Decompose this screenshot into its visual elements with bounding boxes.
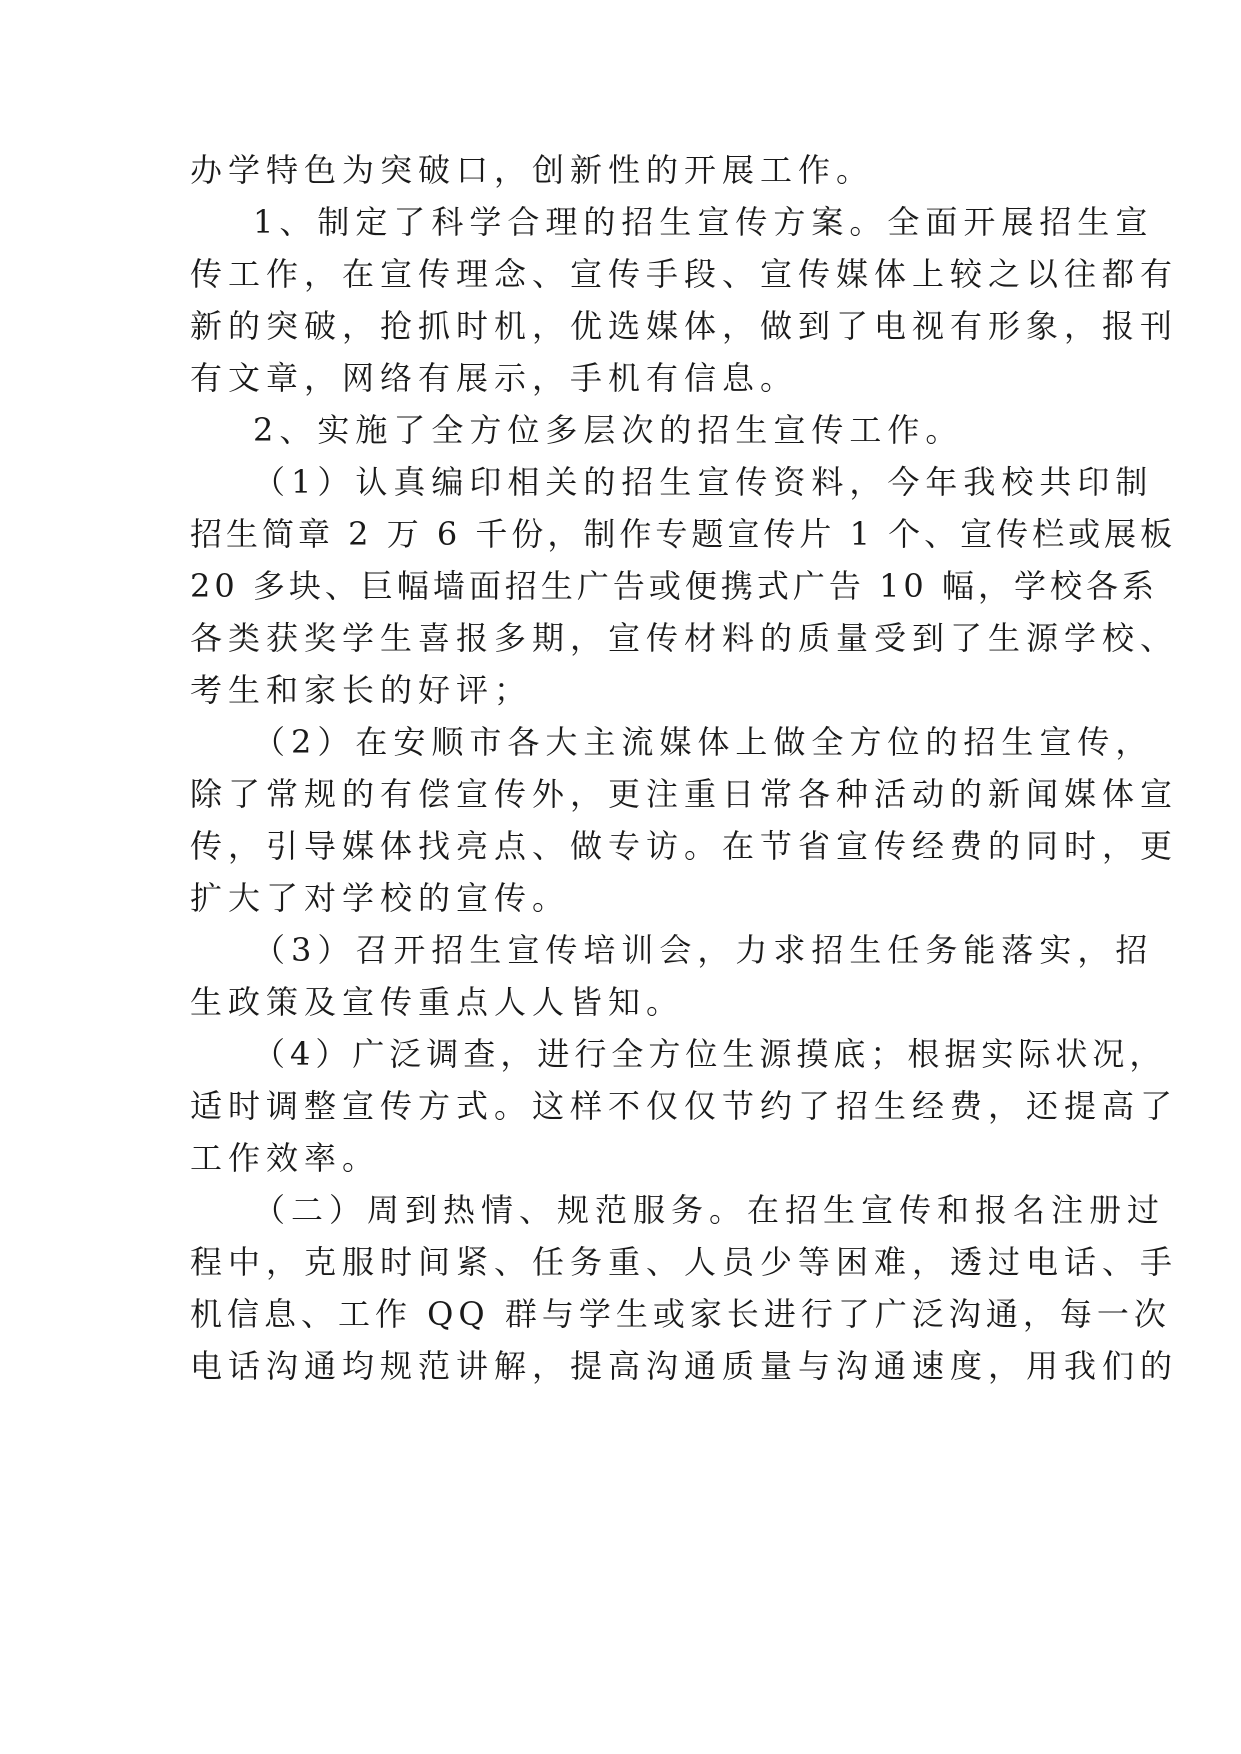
text-line: （2）在安顺市各大主流媒体上做全方位的招生宣传，: [253, 723, 1154, 761]
text-line: 传工作，在宣传理念、宣传手段、宣传媒体上较之以往都有: [190, 255, 1179, 293]
text-line: 扩大了对学校的宣传。: [190, 879, 571, 917]
text-line: 新的突破，抢抓时机，优选媒体，做到了电视有形象，报刊: [190, 307, 1179, 345]
text-line: 适时调整宣传方式。这样不仅仅节约了招生经费，还提高了: [190, 1087, 1179, 1125]
text-line: 除了常规的有偿宣传外，更注重日常各种活动的新闻媒体宣: [190, 775, 1179, 813]
text-line: 办学特色为突破口，创新性的开展工作。: [190, 151, 875, 189]
text-line: 考生和家长的好评；: [190, 671, 533, 709]
text-line: 有文章，网络有展示，手机有信息。: [190, 359, 799, 397]
text-line: 1、制定了科学合理的招生宣传方案。全面开展招生宣: [253, 203, 1154, 241]
text-line: 招生简章 2 万 6 千份，制作专题宣传片 1 个、宣传栏或展板: [190, 515, 1177, 553]
text-line: 程中，克服时间紧、任务重、人员少等困难，透过电话、手: [190, 1243, 1179, 1281]
text-line: 电话沟通均规范讲解，提高沟通质量与沟通速度，用我们的: [190, 1347, 1179, 1385]
text-line: （1）认真编印相关的招生宣传资料，今年我校共印制: [253, 463, 1154, 501]
text-line: （3）召开招生宣传培训会，力求招生任务能落实，招: [253, 931, 1154, 969]
text-line: 20 多块、巨幅墙面招生广告或便携式广告 10 幅，学校各系: [190, 567, 1158, 605]
text-line: 机信息、工作 QQ 群与学生或家长进行了广泛沟通，每一次: [190, 1295, 1171, 1333]
text-line: 各类获奖学生喜报多期，宣传材料的质量受到了生源学校、: [190, 619, 1179, 657]
text-line: 生政策及宣传重点人人皆知。: [190, 983, 685, 1021]
text-line: （二）周到热情、规范服务。在招生宣传和报名注册过: [253, 1191, 1166, 1229]
text-line: 2、实施了全方位多层次的招生宣传工作。: [253, 411, 964, 449]
text-line: （4）广泛调查，进行全方位生源摸底；根据实际状况，: [253, 1035, 1167, 1073]
text-line: 传，引导媒体找亮点、做专访。在节省宣传经费的同时，更: [190, 827, 1179, 865]
text-line: 工作效率。: [190, 1139, 381, 1177]
